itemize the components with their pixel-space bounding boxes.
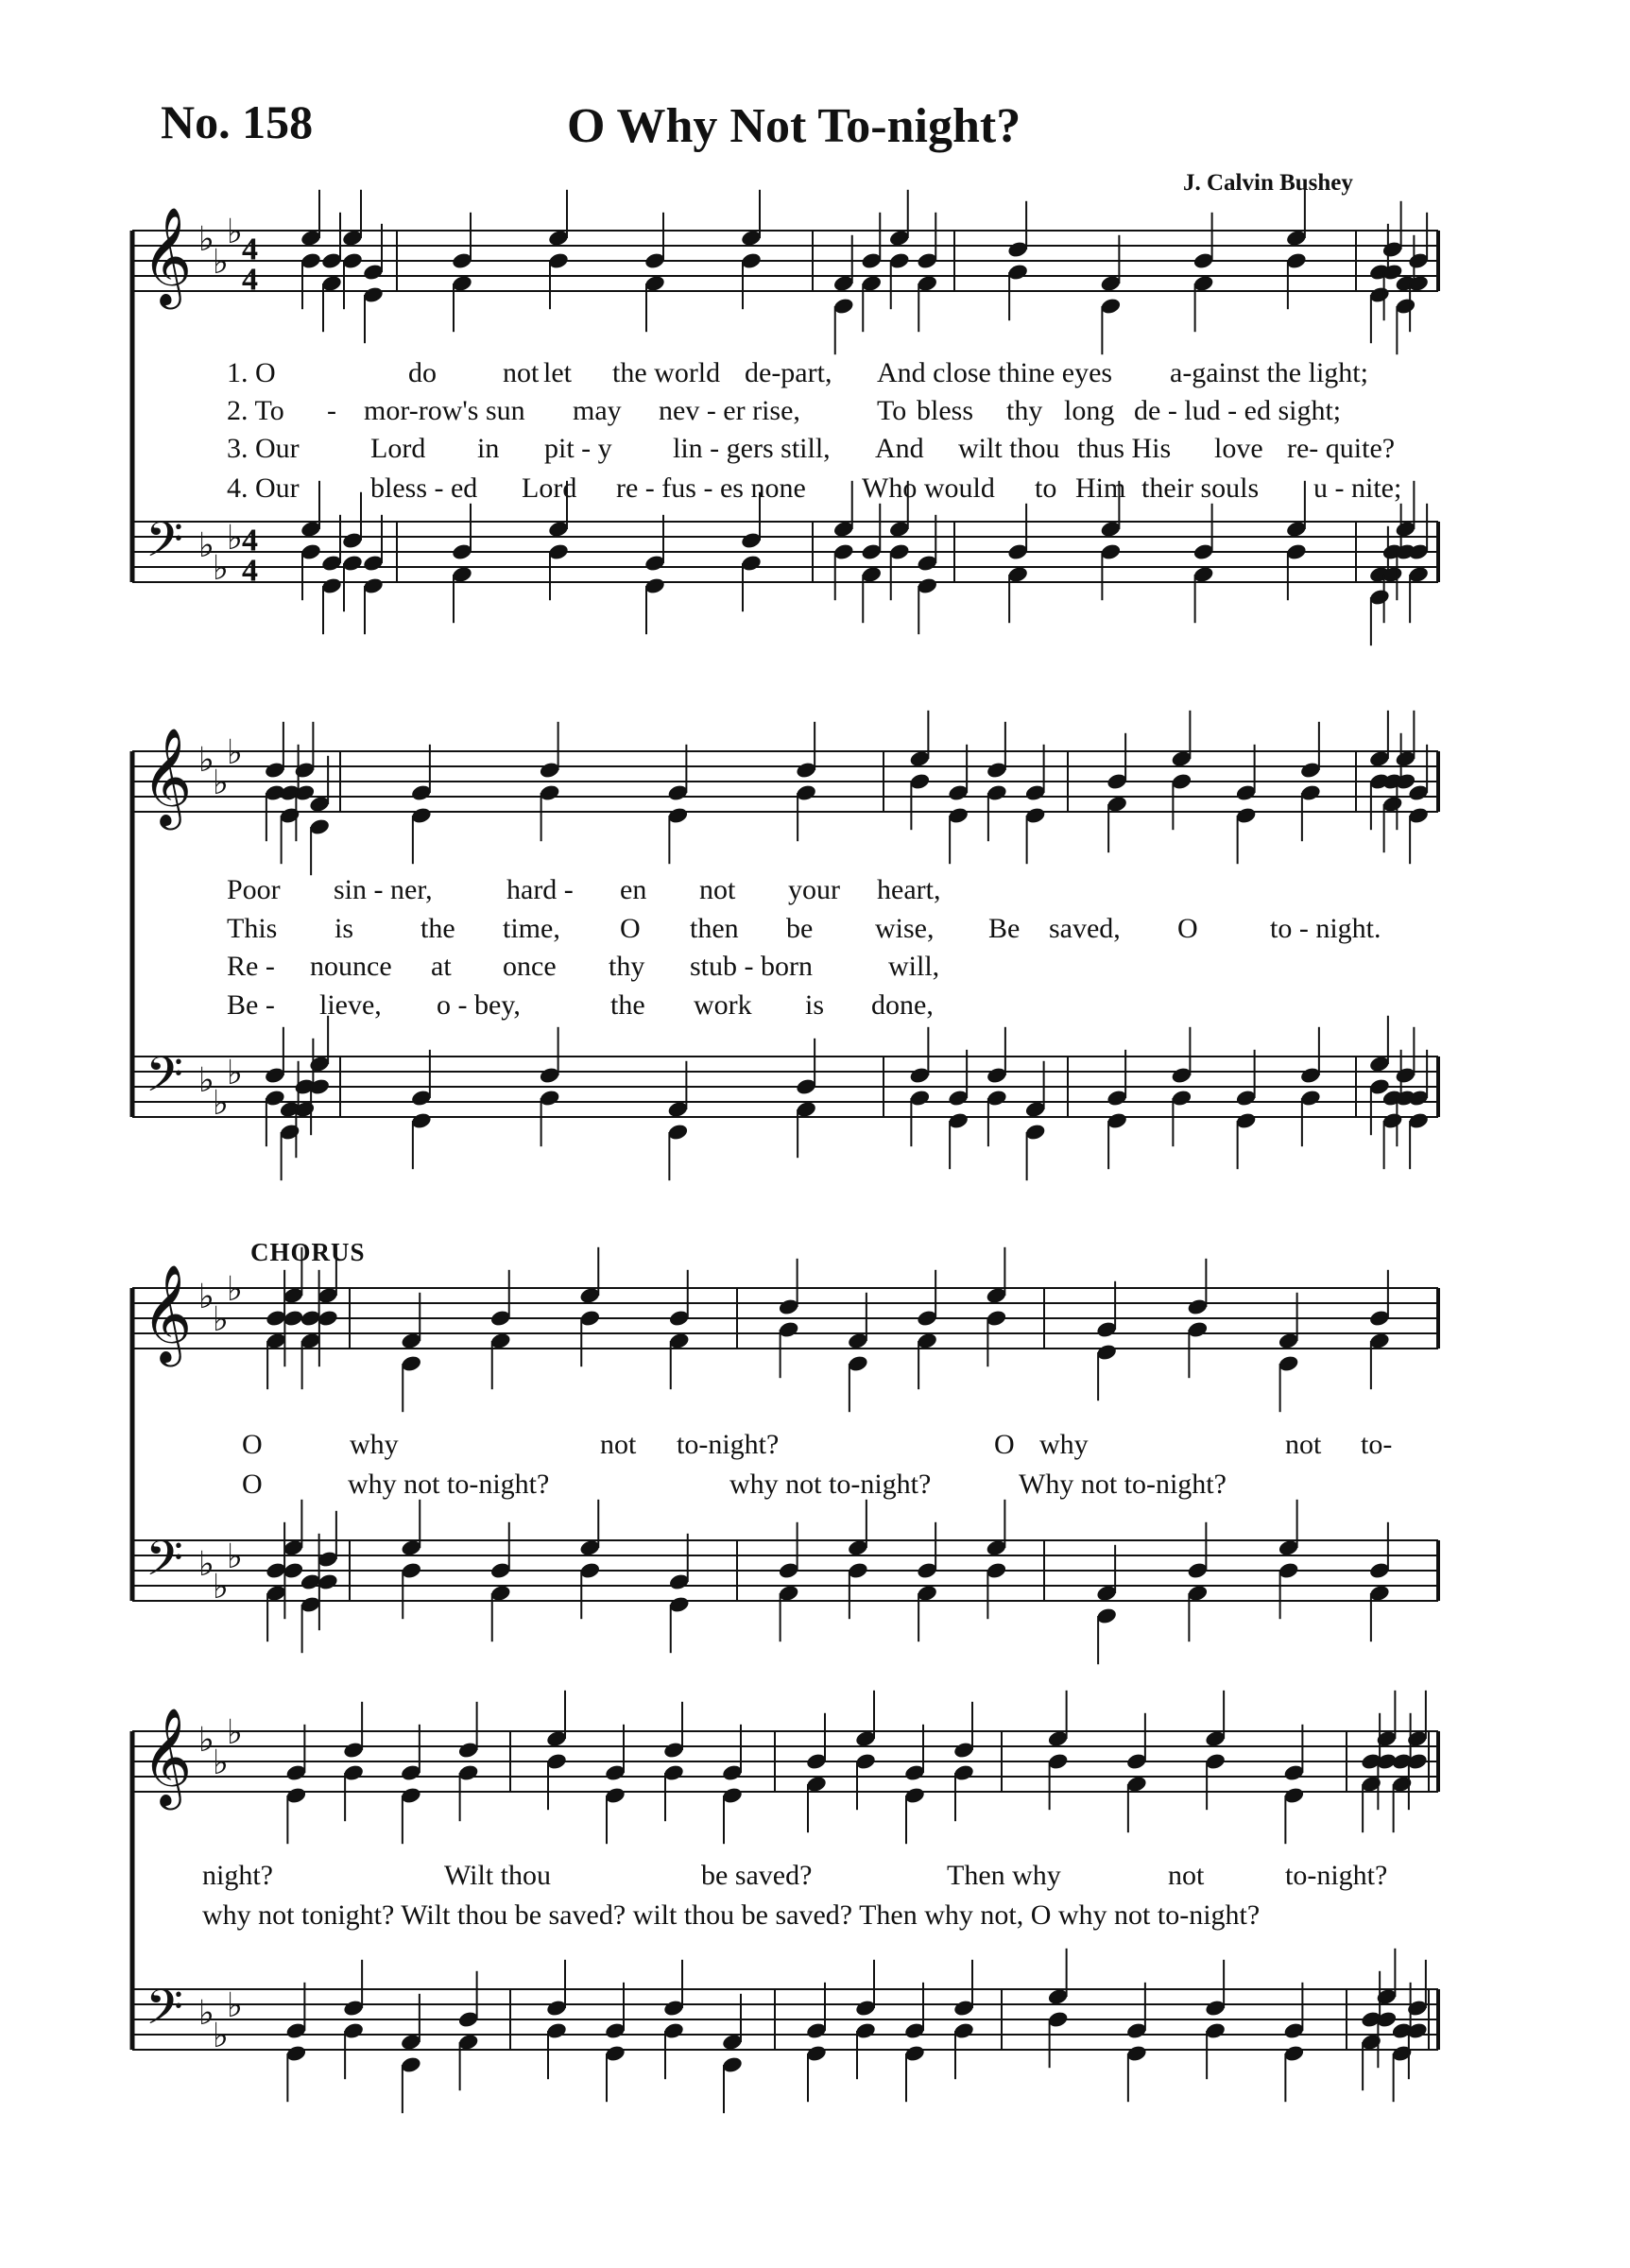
lyric: why	[1039, 1429, 1089, 1460]
flat-icon: ♭	[227, 1712, 243, 1752]
lyric: Be	[988, 913, 1021, 944]
lyric: 4. Our	[227, 472, 300, 504]
flat-icon: ♭	[227, 1537, 243, 1576]
lyric: not	[1168, 1860, 1205, 1891]
lyric: a-gainst the light;	[1170, 357, 1368, 388]
bass-clef-icon: 𝄢	[146, 1045, 183, 1115]
lyric: night?	[202, 1860, 273, 1891]
lyric: wise,	[875, 913, 935, 944]
lyric: love	[1214, 433, 1263, 464]
flat-icon: ♭	[198, 1277, 214, 1316]
lyric: O	[1177, 913, 1198, 944]
lyric: your	[788, 874, 840, 905]
flat-icon: ♭	[213, 548, 229, 588]
lyric: heart,	[877, 874, 941, 905]
lyric: And close thine eyes	[877, 357, 1113, 388]
lyric: to	[1035, 472, 1057, 504]
lyric: -	[327, 395, 336, 426]
lyric: Who would	[862, 472, 995, 504]
lyric: be saved?	[701, 1860, 813, 1891]
lyric: Wilt thou	[444, 1860, 551, 1891]
treble-clef-icon: 𝄞	[142, 1707, 193, 1807]
lyric: the	[610, 989, 645, 1021]
lyric: re- quite?	[1287, 433, 1396, 464]
lyric: the	[420, 913, 455, 944]
lyric: re - fus - es none	[616, 472, 806, 504]
lyric: 2. To	[227, 395, 284, 426]
lyric: u - nite;	[1313, 472, 1402, 504]
flat-icon: ♭	[198, 1720, 214, 1760]
flat-icon: ♭	[198, 1993, 214, 2033]
lyric: lin - gers still,	[673, 433, 831, 464]
lyric: To	[877, 395, 907, 426]
lyric: saved,	[1049, 913, 1121, 944]
treble-clef-icon: 𝄞	[142, 1263, 193, 1364]
lyric: then	[690, 913, 739, 944]
lyric: O	[620, 913, 641, 944]
lyric: to-night?	[1285, 1860, 1388, 1891]
lyric: en	[620, 874, 647, 905]
flat-icon: ♭	[198, 1060, 214, 1100]
flat-icon: ♭	[198, 740, 214, 780]
lyric: why not tonight? Wilt thou be saved? wilt thou be saved? Then why not, O why not to-night?	[202, 1899, 1261, 1931]
lyric: And	[875, 433, 924, 464]
flat-icon: ♭	[227, 1053, 243, 1092]
flat-icon: ♭	[227, 518, 243, 558]
flat-icon: ♭	[227, 1985, 243, 2025]
flat-icon: ♭	[227, 212, 243, 251]
lyric: o - bey,	[437, 989, 521, 1021]
treble-clef-icon: 𝄞	[142, 206, 193, 306]
flat-icon: ♭	[213, 1083, 229, 1123]
time-signature-bottom: 4	[242, 262, 258, 298]
lyric: O	[242, 1469, 263, 1500]
bass-clef-icon: 𝄢	[146, 1529, 183, 1599]
time-signature-top: 4	[242, 523, 258, 558]
lyric: 1. O	[227, 357, 276, 388]
flat-icon: ♭	[227, 732, 243, 772]
lyric: let	[543, 357, 572, 388]
lyric: 3. Our	[227, 433, 300, 464]
lyric: not	[1285, 1429, 1322, 1460]
flat-icon: ♭	[198, 525, 214, 565]
lyric: to - night.	[1270, 913, 1381, 944]
lyric: Re -	[227, 951, 275, 982]
treble-clef-icon: 𝄞	[142, 727, 193, 827]
lyric: their souls	[1141, 472, 1260, 504]
lyric: nounce	[310, 951, 392, 982]
lyric: hard -	[506, 874, 574, 905]
lyric: be	[786, 913, 814, 944]
lyric: bless	[917, 395, 973, 426]
lyric: nev - er rise,	[659, 395, 800, 426]
flat-icon: ♭	[213, 2016, 229, 2055]
chorus-label: CHORUS	[250, 1238, 366, 1266]
lyric: to-night?	[677, 1429, 780, 1460]
time-signature-bottom: 4	[242, 553, 258, 589]
lyric: why not to-night?	[348, 1469, 550, 1500]
lyric: Poor	[227, 874, 281, 905]
lyric: Be -	[227, 989, 275, 1021]
lyric: time,	[503, 913, 560, 944]
lyric: why	[350, 1429, 399, 1460]
lyric: not	[699, 874, 736, 905]
lyric: will,	[888, 951, 940, 982]
lyric: is	[335, 913, 354, 944]
composer-credit: J. Calvin Bushey	[1183, 170, 1353, 196]
hymn-number: No. 158	[161, 95, 314, 148]
lyric: Him	[1075, 472, 1126, 504]
lyric: once	[503, 951, 557, 982]
flat-icon: ♭	[198, 1544, 214, 1584]
lyric: Lord	[522, 472, 577, 504]
hymn-title: O Why Not To-night?	[567, 99, 1021, 153]
lyric: not	[600, 1429, 637, 1460]
lyric: long	[1064, 395, 1115, 426]
lyric: lieve,	[319, 989, 382, 1021]
flat-icon: ♭	[213, 1567, 229, 1606]
lyric: is	[805, 989, 825, 1021]
flat-icon: ♭	[198, 219, 214, 259]
flat-icon: ♭	[213, 763, 229, 802]
lyric: may	[573, 395, 622, 426]
lyric: not	[503, 357, 540, 388]
lyric: work	[694, 989, 752, 1021]
lyric: why not to-night?	[729, 1469, 932, 1500]
lyric: Why not to-night?	[1019, 1469, 1227, 1500]
lyric: to-	[1361, 1429, 1393, 1460]
lyric: thy	[609, 951, 645, 982]
lyric: at	[431, 951, 452, 982]
lyric: O	[242, 1429, 263, 1460]
lyric: O	[994, 1429, 1015, 1460]
bass-clef-icon: 𝄢	[146, 1978, 183, 2048]
flat-icon: ♭	[213, 242, 229, 282]
flat-icon: ♭	[213, 1299, 229, 1339]
lyric: thus His	[1077, 433, 1172, 464]
lyric: the world	[612, 357, 721, 388]
lyric: Then why	[947, 1860, 1061, 1891]
lyric: Lord	[370, 433, 426, 464]
lyric: wilt thou	[958, 433, 1060, 464]
lyric: do	[408, 357, 437, 388]
lyric: done,	[871, 989, 934, 1021]
flat-icon: ♭	[227, 1269, 243, 1309]
lyric: pit - y	[544, 433, 612, 464]
flat-icon: ♭	[213, 1743, 229, 1782]
bass-clef-icon: 𝄢	[146, 510, 183, 580]
lyric: This	[227, 913, 278, 944]
lyric: mor-row's sun	[364, 395, 525, 426]
lyric: thy	[1006, 395, 1043, 426]
lyric: bless - ed	[370, 472, 478, 504]
lyric: in	[477, 433, 500, 464]
time-signature-top: 4	[242, 232, 258, 267]
lyric: sin - ner,	[334, 874, 433, 905]
lyric: de - lud - ed sight;	[1134, 395, 1342, 426]
lyric: de-part,	[745, 357, 832, 388]
lyric: stub - born	[690, 951, 813, 982]
